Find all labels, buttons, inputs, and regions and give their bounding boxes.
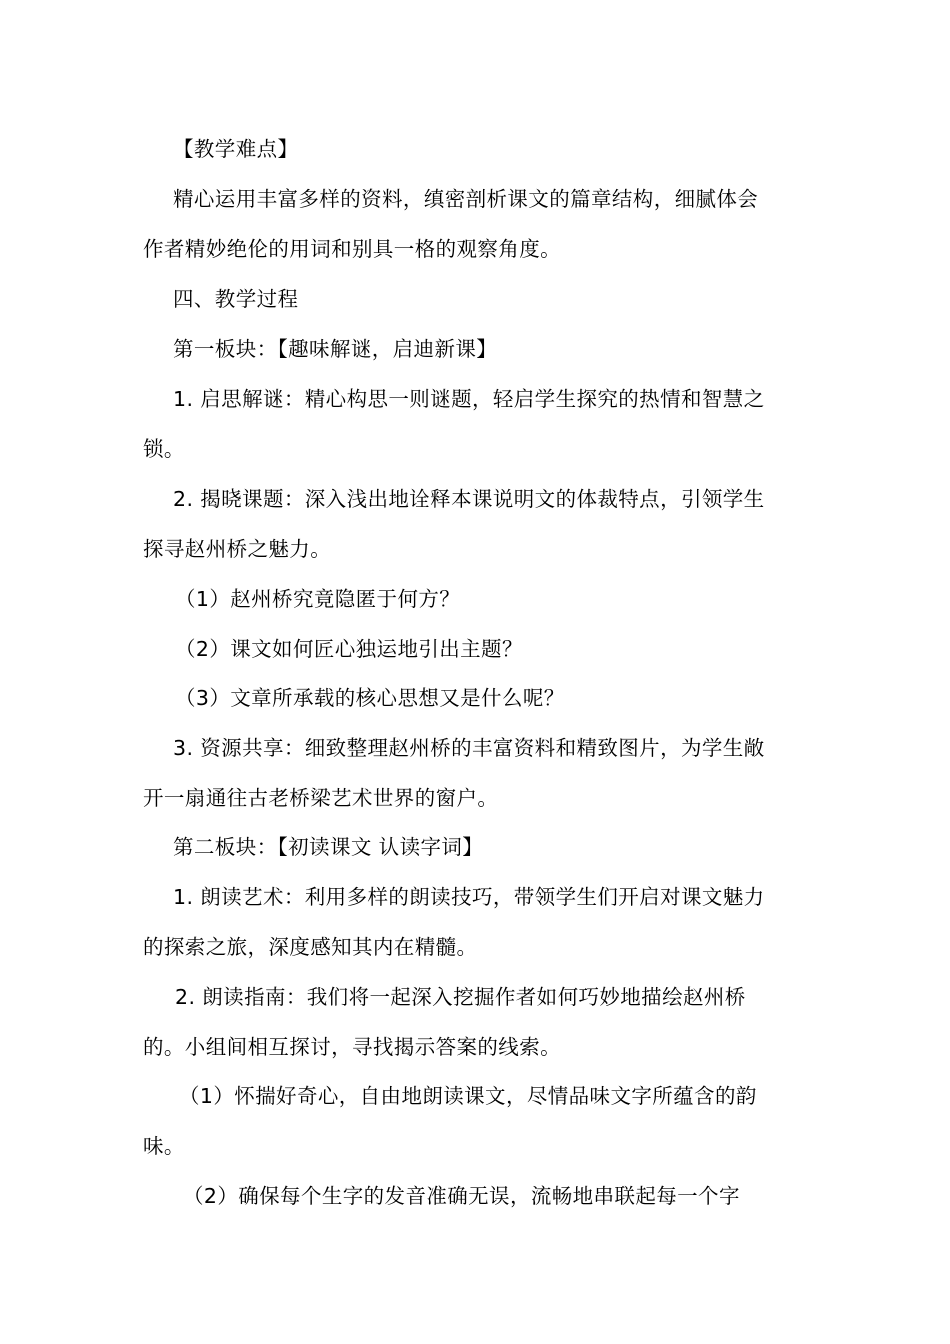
paragraph-line: 味。 <box>143 1134 185 1158</box>
paragraph-line: 开一扇通往古老桥梁艺术世界的窗户。 <box>143 786 499 810</box>
list-item: 3. 资源共享：细致整理赵州桥的丰富资料和精致图片，为学生敞 <box>173 736 765 760</box>
paragraph-line: 作者精妙绝伦的用词和别具一格的观察角度。 <box>143 237 561 261</box>
sub-list-item: （1）赵州桥究竟隐匿于何方？ <box>175 587 461 611</box>
list-item: 1. 启思解谜：精心构思一则谜题，轻启学生探究的热情和智慧之 <box>173 387 765 411</box>
paragraph-line: 探寻赵州桥之魅力。 <box>143 537 332 561</box>
block-heading-one: 第一板块：【趣味解谜，启迪新课】 <box>173 337 498 361</box>
sub-list-item: （2）确保每个生字的发音准确无误，流畅地串联起每一个字 <box>183 1184 740 1208</box>
list-item: 1. 朗读艺术：利用多样的朗读技巧，带领学生们开启对课文魅力 <box>173 885 765 909</box>
list-item: 2. 朗读指南：我们将一起深入挖掘作者如何巧妙地描绘赵州桥 <box>175 985 746 1009</box>
paragraph-line: 精心运用丰富多样的资料，缜密剖析课文的篇章结构，细腻体会 <box>173 187 759 211</box>
sub-list-item: （1）怀揣好奇心，自由地朗读课文，尽情品味文字所蕴含的韵 <box>179 1084 757 1108</box>
sub-list-item: （3）文章所承载的核心思想又是什么呢？ <box>175 686 565 710</box>
paragraph-line: 锁。 <box>143 437 185 461</box>
list-item: 2. 揭晓课题：深入浅出地诠释本课说明文的体裁特点，引领学生 <box>173 487 765 511</box>
block-heading-two: 第二板块：【初读课文 认读字词】 <box>173 835 484 859</box>
paragraph-line: 的探索之旅，深度感知其内在精髓。 <box>143 935 478 959</box>
heading-teaching-difficulty: 【教学难点】 <box>173 137 299 161</box>
sub-list-item: （2）课文如何匠心独运地引出主题？ <box>175 637 523 661</box>
section-heading-teaching-process: 四、教学过程 <box>173 287 299 311</box>
paragraph-line: 的。小组间相互探讨，寻找揭示答案的线索。 <box>143 1035 561 1059</box>
